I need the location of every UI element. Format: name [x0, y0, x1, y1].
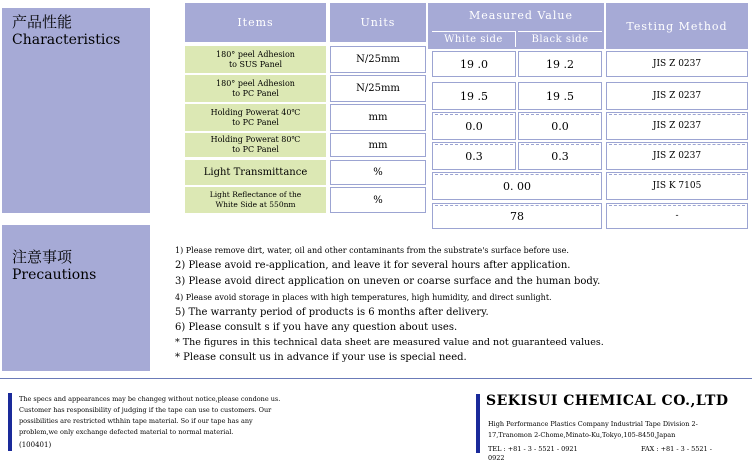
row-unit: N/25mm [330, 46, 426, 73]
row-item: Holding Powerat 80℃ to PC Panel [185, 133, 326, 157]
company-name: SEKISUI CHEMICAL CO.,LTD [486, 393, 729, 409]
row-testing-method [606, 142, 748, 170]
row-white-value [432, 142, 516, 170]
telephone: TEL : +81 - 3 - 5521 - 0921 [488, 445, 578, 453]
divider [609, 174, 745, 175]
row-item: Light Transmittance [185, 160, 326, 185]
precaution-item: * Please consult us in advance if your use is special need. [175, 352, 467, 363]
header-units: Units [330, 3, 426, 42]
row-black-value: 19 .5 [518, 82, 602, 110]
row-unit: mm [330, 133, 426, 157]
divider [521, 144, 599, 145]
precaution-item: 5) The warranty period of products is 6 months after delivery. [175, 307, 489, 318]
row-white-value: 19 .5 [432, 82, 516, 110]
row-unit: % [330, 160, 426, 185]
fax: FAX : +81 - 3 - 5521 - [641, 445, 712, 453]
header-black-side: Black side [518, 31, 602, 47]
address-line: 17,Tranomon 2-Chome,Minato-Ku,Tokyo,105-8450,Japan [488, 431, 676, 439]
notice-bar [8, 393, 12, 451]
divider [435, 174, 599, 175]
row-testing-method [606, 112, 748, 140]
row-item: 180° peel Adhesion to PC Panel [185, 75, 326, 102]
header-testing-method: Testing Method [606, 3, 748, 49]
row-item: Holding Powerat 40℃ to PC Panel [185, 104, 326, 131]
row-black-value-text: 0.3 [551, 149, 569, 163]
precaution-item: 2) Please avoid re-application, and leave it for several hours after application. [175, 260, 571, 271]
row-testing-method: JIS Z 0237 [606, 82, 748, 110]
address-line: High Performance Plastics Company Industrial Tape Division 2- [488, 420, 698, 428]
row-value-text: 78 [510, 209, 524, 223]
notice-line: Customer has responsibility of judging if the tape can use to customers. Our [19, 406, 272, 414]
characteristics-title-cn: 产品性能 [12, 13, 73, 31]
row-testing-method-text: JIS Z 0237 [652, 151, 702, 161]
precaution-item: 6) Please consult s if you have any question about uses. [175, 322, 458, 333]
row-testing-method-text: JIS Z 0237 [652, 121, 702, 131]
row-white-value-text: 0.3 [465, 149, 483, 163]
footer-divider [0, 378, 752, 379]
row-black-value [518, 142, 602, 170]
precautions-panel [2, 225, 150, 371]
row-unit: N/25mm [330, 75, 426, 102]
precautions-title-cn: 注意事项 [12, 248, 73, 266]
precaution-item: 4) Please avoid storage in places with high temperatures, high humidity, and direct sunlight. [175, 293, 552, 302]
divider [609, 114, 745, 115]
row-value [432, 203, 602, 229]
row-white-value-text: 0.0 [465, 119, 483, 133]
header-items: Items [185, 3, 326, 42]
characteristics-panel [2, 8, 150, 213]
row-black-value-text: 0.0 [551, 119, 569, 133]
divider [609, 144, 745, 145]
row-white-value [432, 112, 516, 140]
characteristics-title-en: Characteristics [12, 32, 121, 48]
document-code: (100401) [19, 441, 52, 449]
precaution-item: 3) Please avoid direct application on uneven or coarse surface and the human body. [175, 276, 601, 287]
divider [435, 205, 599, 206]
row-testing-method [606, 203, 748, 229]
row-unit: mm [330, 104, 426, 131]
notice-line: The specs and appearances may be changeg without notice,please condone us. [19, 395, 281, 403]
header-measured-value-label: Measured Value [469, 9, 573, 22]
row-item: Light Reflectance of the White Side at 550nm [185, 187, 326, 213]
row-white-value: 19 .0 [432, 51, 516, 77]
row-testing-method [606, 172, 748, 200]
divider [609, 205, 745, 206]
row-testing-method-text: JIS K 7105 [652, 181, 702, 191]
divider [435, 144, 513, 145]
notice-line: possibilities are restricted wthhin tape material. So if our tape has any [19, 417, 253, 425]
divider [435, 114, 513, 115]
row-black-value [518, 112, 602, 140]
header-white-side: White side [432, 31, 516, 47]
precaution-item: 1) Please remove dirt, water, oil and other contaminants from the substrate's surface before use. [175, 246, 569, 255]
fax-continued: 0922 [488, 454, 505, 462]
precautions-title-en: Precautions [12, 267, 97, 283]
row-testing-method: JIS Z 0237 [606, 51, 748, 77]
divider [521, 114, 599, 115]
row-testing-method-text: - [675, 211, 679, 221]
row-black-value: 19 .2 [518, 51, 602, 77]
row-value-text: 0. 00 [503, 179, 531, 193]
row-item: 180° peel Adhesion to SUS Panel [185, 46, 326, 73]
row-unit: % [330, 187, 426, 213]
precaution-item: * The figures in this technical data sheet are measured value and not guaranteed values. [175, 337, 604, 348]
company-bar [476, 394, 480, 453]
row-value [432, 172, 602, 200]
notice-line: problem,we only exchange defected material to normal material. [19, 428, 234, 436]
